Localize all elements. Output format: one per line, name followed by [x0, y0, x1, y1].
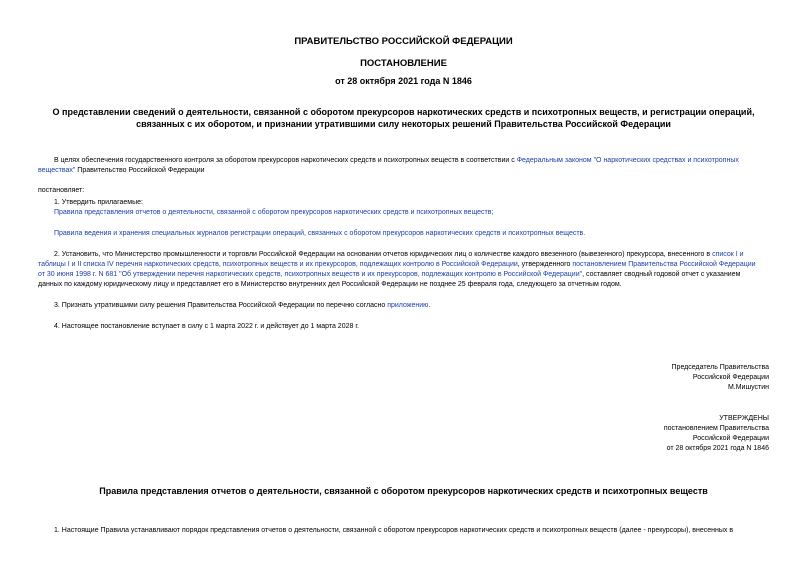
item-1-rules-link-a	[54, 208, 770, 218]
document-title	[0, 106, 807, 130]
item-3-end: .	[428, 302, 431, 309]
approved-block	[664, 414, 769, 454]
rules-title: Правила представления отчетов о деятельности, связанной с оборотом прекурсоров наркотических средств и психотропных веществ	[99, 486, 708, 496]
document-date-number: от 28 октября 2021 года N 1846	[335, 76, 472, 86]
item-2-text-2: , утвержденного	[517, 261, 573, 268]
title-line-2: связанных с их оборотом, и признании утратившими силу некоторых решений Правительства Российской Федерации	[136, 119, 671, 129]
rules-item-1: 1. Настоящие Правила устанавливают порядок представления отчетов о деятельности, связанной с оборотом прекурсоров наркотических средств и психотропных веществ (далее - прекурсоры), внесенных в	[54, 527, 734, 534]
federal-law-link[interactable]: Федеральным законом "О наркотических средствах и психотропных	[516, 157, 739, 164]
approved-line-1: УТВЕРЖДЕНЫ	[719, 415, 769, 422]
signature-name: М.Мишустин	[727, 384, 769, 391]
title-line-1: О представлении сведений о деятельности, связанной с оборотом прекурсоров наркотических средств и психотропных веществ, и регистрации операций,	[52, 107, 755, 117]
preamble-text: В целях обеспечения государственного контроля за оборотом прекурсоров наркотических средств и психотропных веществ в соответствии с	[54, 157, 517, 164]
federal-law-link-cont[interactable]: веществах"	[38, 167, 76, 174]
item-2-text: 2. Установить, что Министерство промышленности и торговли Российской Федерации на основании отчетов юридических лиц о количестве каждого ввезенного (вывезенного) прекурсора, внесенного в	[54, 251, 713, 258]
item-2-text-4: данных по каждому юридическому лицу и представляет его в Министерство внутренних дел Российской Федерации не позднее 25 февраля года, следующего за отчетным годом.	[38, 281, 622, 288]
preamble-paragraph	[38, 156, 770, 176]
approved-line-3: Российской Федерации	[692, 435, 769, 442]
approved-line-4: от 28 октября 2021 года N 1846	[666, 445, 769, 452]
item-2-text-3: , составляет сводный годовой отчет с указанием	[582, 271, 741, 278]
rules-journals-link[interactable]: Правила ведения и хранения специальных журналов регистрации операций, связанных с оборотом прекурсоров наркотических средств и психотропных веществ.	[54, 230, 586, 237]
signature-line-1: Председатель Правительства	[671, 364, 769, 371]
decree-681-link[interactable]: от 30 июня 1998 г. N 681 "Об утверждении перечня наркотических средств, психотропных веществ и их прекурсоров, подлежащих контролю в Российской Федерации"	[38, 271, 583, 278]
annex-link[interactable]: приложению	[387, 302, 429, 309]
item-3-text: 3. Признать утратившими силу решения Правительства Российской Федерации по перечню согласно	[54, 302, 388, 309]
government-heading: ПРАВИТЕЛЬСТВО РОССИЙСКОЙ ФЕДЕРАЦИИ	[294, 36, 513, 47]
signature-block	[672, 363, 769, 393]
tables-list-4-link[interactable]: таблицы I и II списка IV перечня наркотических средств, психотропных веществ и их прекурсоров, подлежащих контролю в Российской Федерации	[38, 261, 518, 268]
document-type: ПОСТАНОВЛЕНИЕ	[360, 58, 447, 69]
item-3-paragraph	[38, 301, 770, 311]
resolves-label: постановляет:	[38, 187, 85, 194]
item-4-paragraph: 4. Настоящее постановление вступает в силу с 1 марта 2022 г. и действует до 1 марта 2028 г.	[54, 323, 359, 330]
list-1-link[interactable]: список I и	[712, 251, 744, 258]
item-1-label: 1. Утвердить прилагаемые:	[54, 199, 143, 206]
item-2-paragraph	[38, 250, 770, 290]
signature-line-2: Российской Федерации	[692, 374, 769, 381]
approved-line-2: постановлением Правительства	[663, 425, 769, 432]
preamble-text-end: Правительство Российской Федерации	[75, 167, 205, 174]
item-1-rules-link-b	[54, 229, 770, 239]
decree-link[interactable]: постановлением Правительства Российской Федерации	[572, 261, 756, 268]
rules-reports-link[interactable]: Правила представления отчетов о деятельности, связанной с оборотом прекурсоров наркотических средств и психотропных веществ;	[54, 209, 494, 216]
